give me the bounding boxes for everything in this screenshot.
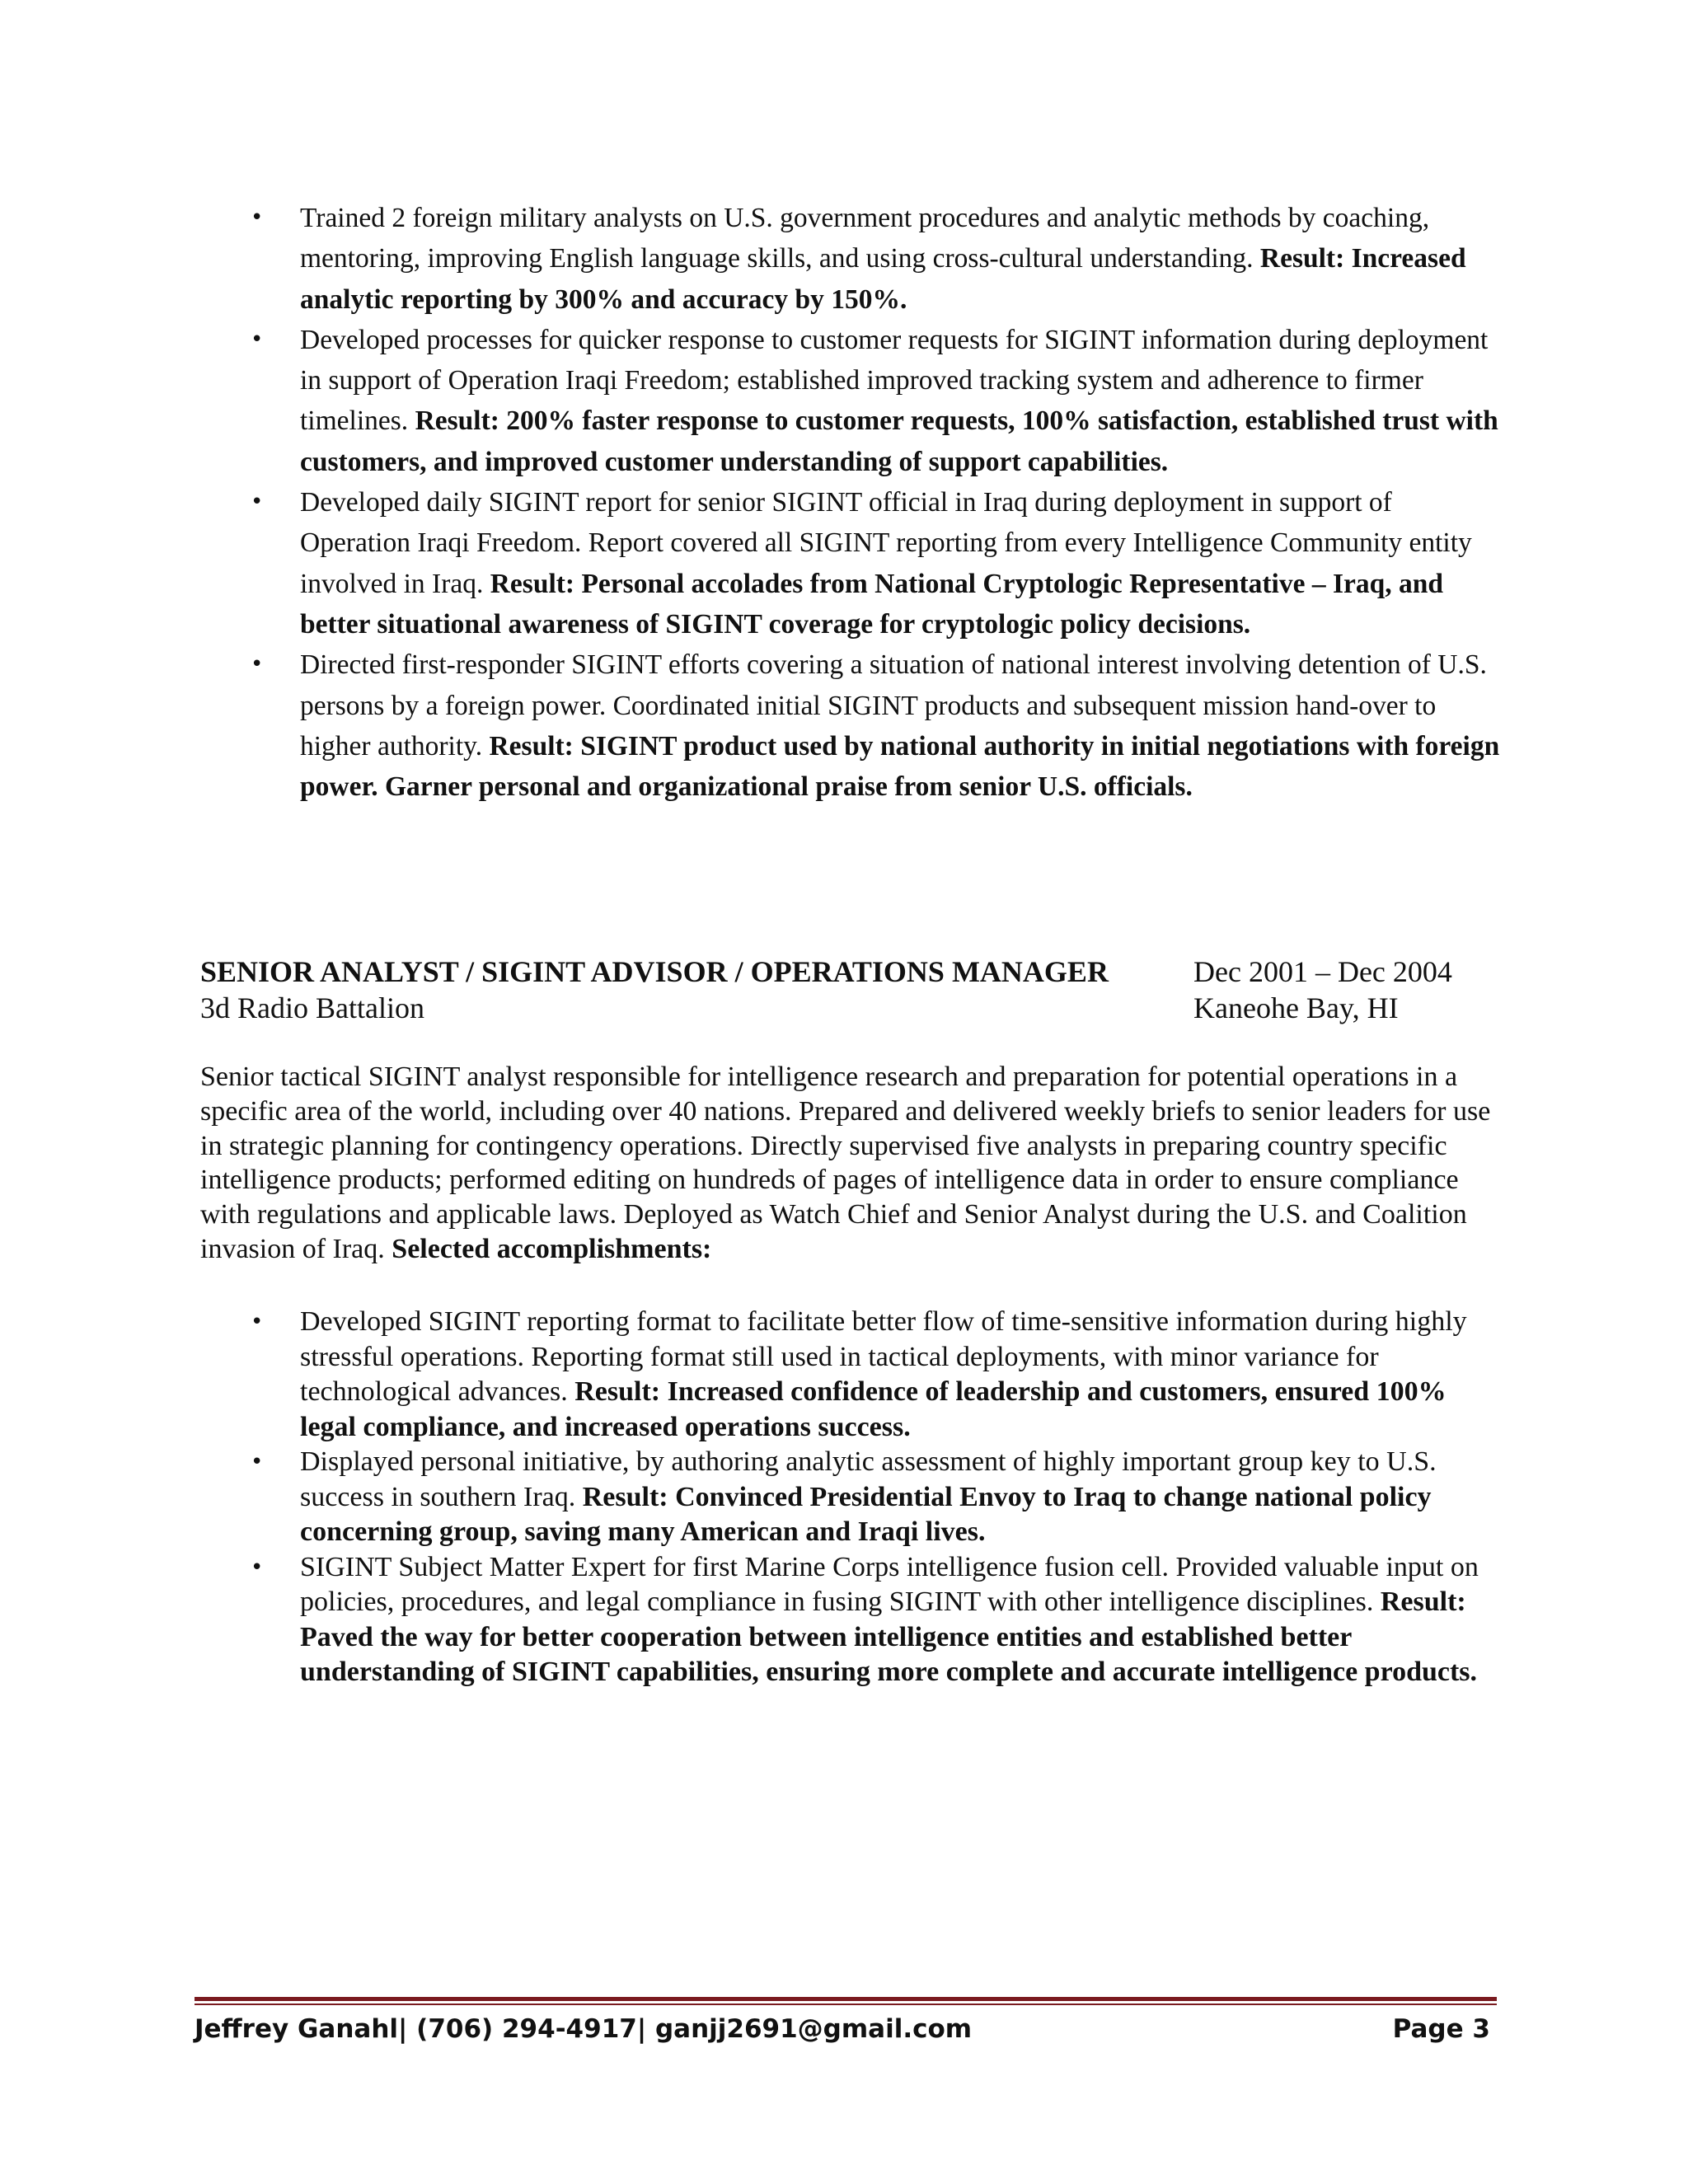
accomplishment-list: [200, 1305, 1503, 1690]
job-location: Kaneohe Bay, HI: [1193, 991, 1399, 1024]
bullet-text: SIGINT Subject Matter Expert for first Marine Corps intelligence fusion cell. Provided valuable input on policies, procedures, and legal compliance in fusing SIGINT with other intelligence disciplines.: [300, 1551, 1479, 1617]
list-item: [200, 1550, 1503, 1690]
previous-job-accomplishments: [200, 198, 1503, 807]
job-title: SENIOR ANALYST / SIGINT ADVISOR / OPERATIONS MANAGER: [200, 955, 1109, 988]
footer-contact: Jeffrey Ganahl| (706) 294-4917| ganjj2691@gmail.com: [195, 2014, 973, 2044]
accomplishment-list: [200, 198, 1503, 807]
bullet-text: Directed first-responder SIGINT efforts covering a situation of national interest involving detention of U.S. persons by a foreign power. Coordinated initial SIGINT products and subsequent mission hand-over to higher authority.: [300, 649, 1487, 762]
accomplishments-label: Selected accomplishments:: [392, 1233, 712, 1264]
bullet-result: Result: Increased confidence of leadership and customers, ensured 100% legal compliance, and increased operations success.: [300, 1376, 1447, 1442]
job-summary-text: Senior tactical SIGINT analyst responsible for intelligence research and preparation for potential operations in a specific area of the world, including over 40 nations. Prepared and delivered weekly briefs to senior leaders for use in strategic planning for contingency operations. Directly supervised five analysts in preparing country specific intelligence products; performed editing on hundreds of pages of intelligence data in order to ensure compliance with regulations and applicable laws. Deployed as Watch Chief and Senior Analyst during the U.S. and Coalition invasion of Iraq.: [200, 1062, 1491, 1264]
bullet-result: Result: Personal accolades from National Cryptologic Representative – Iraq, and better situational awareness of SIGINT coverage for cryptologic policy decisions.: [300, 568, 1443, 640]
page-number: Page 3: [1392, 2014, 1490, 2044]
list-item: [200, 198, 1503, 320]
footer-divider: [195, 1997, 1497, 2001]
bullet-result: Result: 200% faster response to customer requests, 100% satisfaction, established trust with customers, and improved customer understanding of support capabilities.: [300, 405, 1498, 477]
job-accomplishments: [200, 1305, 1503, 1690]
list-item: [200, 320, 1503, 482]
bullet-text: Developed processes for quicker response to customer requests for SIGINT information during deployment in support of Operation Iraqi Freedom; established improved tracking system and adherence to firmer timelines.: [300, 324, 1489, 437]
bullet-text: Developed SIGINT reporting format to facilitate better flow of time-sensitive information during highly stressful operations. Reporting format still used in tactical deployments, with minor variance for technological advances.: [300, 1306, 1467, 1407]
job-organization: 3d Radio Battalion: [200, 991, 424, 1024]
bullet-text: Trained 2 foreign military analysts on U.S. government procedures and analytic methods by coaching, mentoring, improving English language skills, and using cross-cultural understanding.: [300, 203, 1430, 274]
job-summary: [200, 1060, 1503, 1267]
bullet-text: Developed daily SIGINT report for senior SIGINT official in Iraq during deployment in support of Operation Iraqi Freedom. Report covered all SIGINT reporting from every Intelligence Community entity involved in Iraq.: [300, 487, 1472, 599]
bullet-text: Displayed personal initiative, by authoring analytic assessment of highly important group key to U.S. success in southern Iraq.: [300, 1446, 1437, 1512]
list-item: [200, 644, 1503, 807]
bullet-result: Result: Convinced Presidential Envoy to Iraq to change national policy concerning group, saving many American and Iraqi lives.: [300, 1481, 1432, 1547]
job-dates: Dec 2001 – Dec 2004: [1193, 955, 1452, 988]
bullet-result: Result: SIGINT product used by national authority in initial negotiations with foreign power. Garner personal and organizational praise from senior U.S. officials.: [300, 730, 1500, 803]
list-item: [200, 1305, 1503, 1445]
bullet-result: Result: Increased analytic reporting by 300% and accuracy by 150%.: [300, 243, 1466, 315]
list-item: [200, 1445, 1503, 1550]
list-item: [200, 482, 1503, 644]
bullet-result: Result: Paved the way for better cooperation between intelligence entities and established better understanding of SIGINT capabilities, ensuring more complete and accurate intelligence products.: [300, 1586, 1478, 1687]
footer-divider-thin: [195, 2004, 1497, 2005]
